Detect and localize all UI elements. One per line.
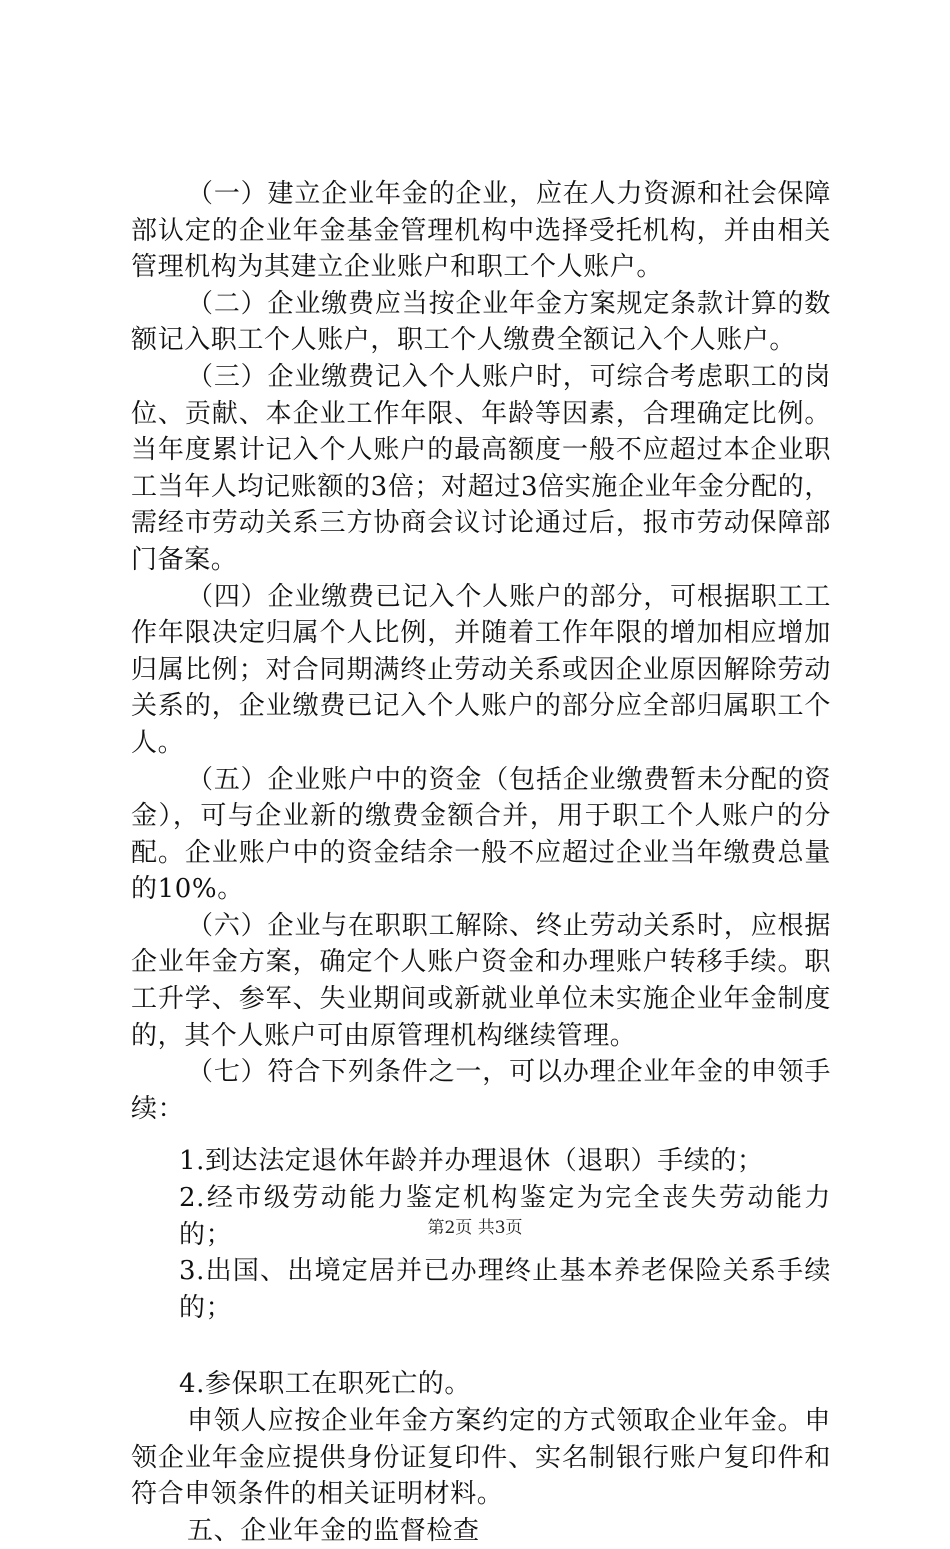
- document-body: [131, 176, 831, 1549]
- paragraph-5: （五）企业账户中的资金（包括企业缴费暂未分配的资金），可与企业新的缴费金额合并，用于职工个人账户的分配。企业账户中的资金结余一般不应超过企业当年缴费总量的10%。: [131, 764, 831, 905]
- page-number-label: 第2页 共3页: [427, 1218, 523, 1238]
- page-footer: [0, 1213, 950, 1238]
- paragraph-1: （一）建立企业年金的企业，应在人力资源和社会保障部认定的企业年金基金管理机构中选择受托机构，并由相关管理机构为其建立企业账户和职工个人账户。: [131, 179, 831, 283]
- section-heading: 五、企业年金的监督检查: [187, 1515, 480, 1546]
- paragraph-6: （六）企业与在职职工解除、终止劳动关系时，应根据企业年金方案，确定个人账户资金和办理账户转移手续。职工升学、参军、失业期间或新就业单位未实施企业年金制度的，其个人账户可由原管理机构继续管理。: [131, 910, 831, 1051]
- list-item-2: 2.经市级劳动能力鉴定机构鉴定为完全丧失劳动能力的；: [179, 1183, 831, 1250]
- spacer: [131, 1326, 831, 1366]
- paragraph-2: （二）企业缴费应当按企业年金方案规定条款计算的数额记入职工个人账户，职工个人缴费全额记入个人账户。: [131, 288, 831, 356]
- closing-paragraph: 申领人应按企业年金方案约定的方式领取企业年金。申领企业年金应提供身份证复印件、实名制银行账户复印件和符合申领条件的相关证明材料。: [131, 1406, 831, 1510]
- paragraph-4: （四）企业缴费已记入个人账户的部分，可根据职工工作年限决定归属个人比例，并随着工作年限的增加相应增加归属比例；对合同期满终止劳动关系或因企业原因解除劳动关系的，企业缴费已记入个人账户的部分应全部归属职工个人。: [131, 581, 831, 758]
- list-item-3: 3.出国、出境定居并已办理终止基本养老保险关系手续的；: [179, 1256, 831, 1323]
- paragraph-7: （七）符合下列条件之一，可以办理企业年金的申领手续：: [131, 1057, 831, 1124]
- spacer: [131, 1127, 831, 1143]
- paragraph-3: （三）企业缴费记入个人账户时，可综合考虑职工的岗位、贡献、本企业工作年限、年龄等因素，合理确定比例。当年度累计记入个人账户的最高额度一般不应超过本企业职工当年人均记账额的3倍；对超过3倍实施企业年金分配的，需经市劳动关系三方协商会议讨论通过后，报市劳动保障部门备案。: [131, 361, 831, 575]
- list-item-1: 1.到达法定退休年龄并办理退休（退职）手续的；: [179, 1146, 764, 1177]
- list-item-4: 4.参保职工在职死亡的。: [179, 1369, 472, 1400]
